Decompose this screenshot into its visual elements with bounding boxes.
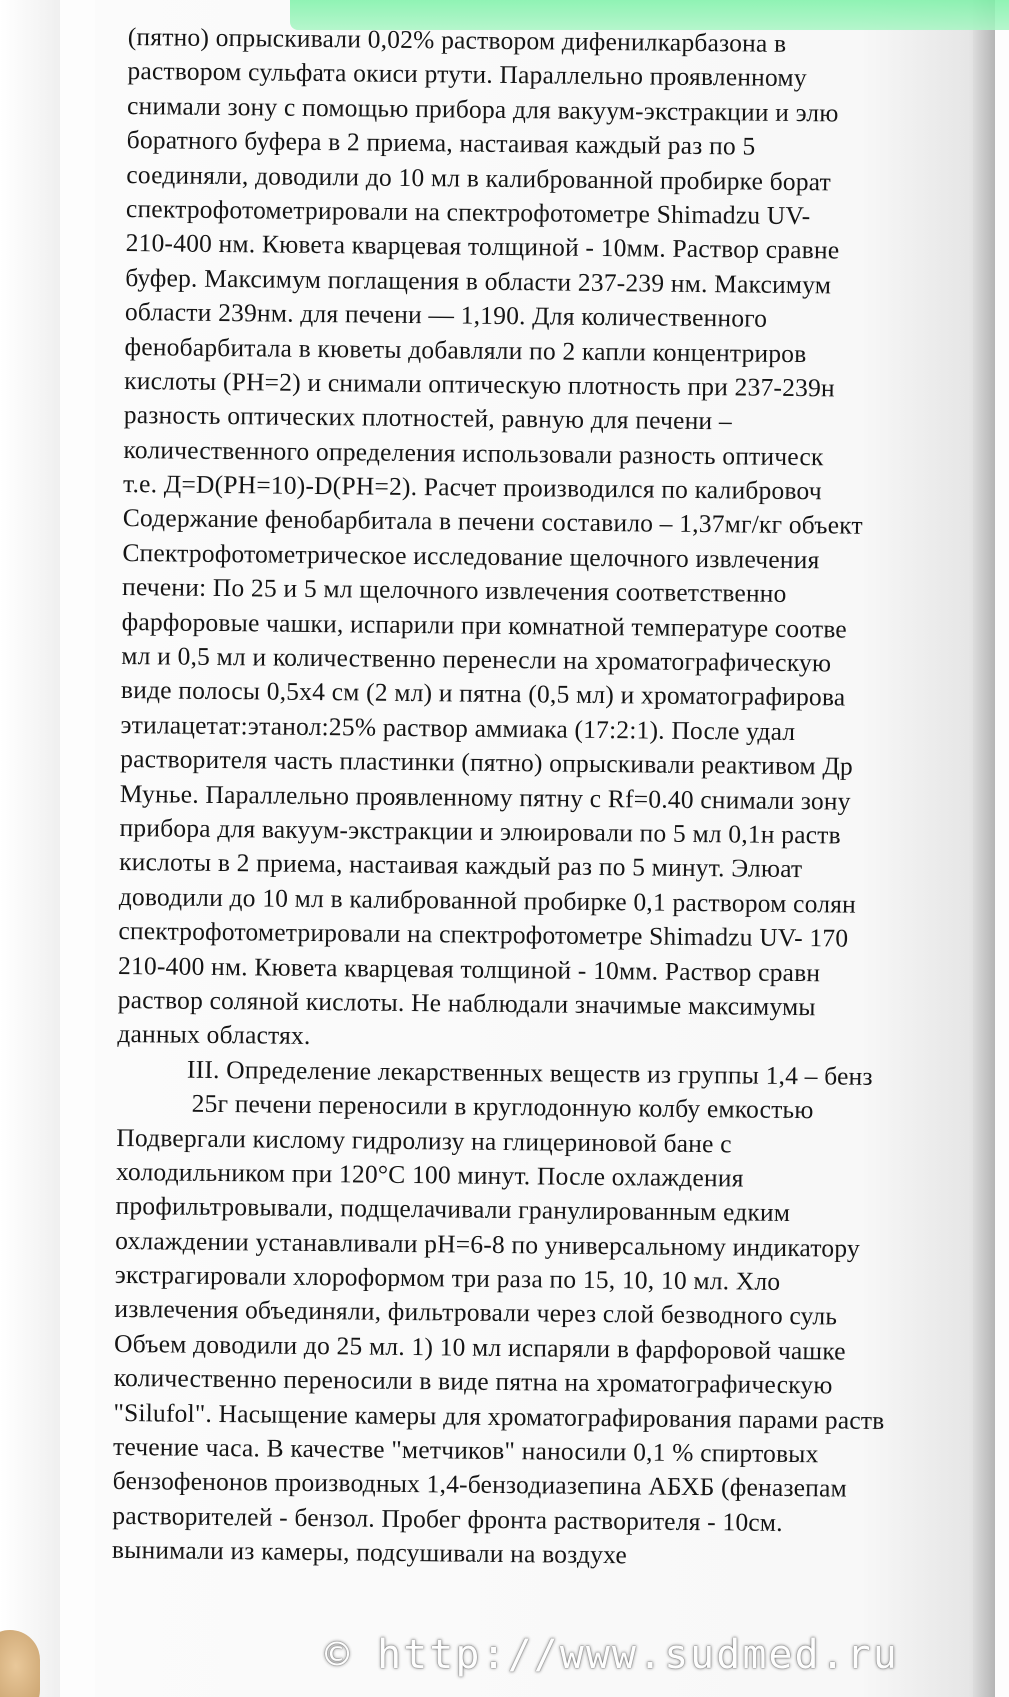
- text-line: "Silufol". Насыщение камеры для хроматографирования парами раств: [113, 1397, 885, 1435]
- text-line: кислоты (PH=2) и снимали оптическую плотность при 237-239н: [124, 365, 836, 403]
- text-line: количественного определения использовали разность оптическ: [123, 434, 824, 471]
- text-line: (пятно) опрыскивали 0,02% раствором дифенилкарбазона в: [127, 21, 787, 58]
- text-line: спектрофотометрировали на спектрофотометре Shimadzu UV-: [125, 193, 811, 231]
- text-line: спектрофотометрировали на спектрофотометре Shimadzu UV- 170: [118, 916, 849, 953]
- text-line: количественно переносили в виде пятна на хроматографическую: [113, 1363, 833, 1400]
- text-line: кислоты в 2 приема, настаивая каждый раз по 5 минут. Элюат: [119, 847, 803, 884]
- text-line: Подвергали кислому гидролизу на глицериновой бане с: [116, 1122, 732, 1158]
- text-line: охлаждении устанавливали рН=6-8 по универсальному индикатору: [115, 1225, 861, 1263]
- text-line: раствор соляной кислоты. Не наблюдали значимые максимумы: [117, 984, 816, 1022]
- text-line: Мунье. Параллельно проявленному пятну с Rf=0.40 снимали зону: [119, 778, 851, 816]
- text-line: растворителя часть пластинки (пятно) опрыскивали реактивом Др: [120, 744, 854, 781]
- text-line: мл и 0,5 мл и количественно перенесли на хроматографическую: [121, 640, 832, 678]
- text-line: Содержание фенобарбитала в печени составило – 1,37мг/кг объект: [122, 503, 863, 541]
- text-line: растворителей - бензол. Пробег фронта растворителя - 10см.: [112, 1500, 783, 1537]
- document-text: [112, 20, 990, 1577]
- text-line: извлечения объединяли, фильтровали через слой безводного суль: [114, 1294, 838, 1331]
- text-line: снимали зону с помощью прибора для вакуум-экстракции и элю: [126, 90, 839, 128]
- text-line: холодильником при 120°С 100 минут. После охлаждения: [115, 1156, 744, 1193]
- text-line: печени: По 25 и 5 мл щелочного извлечения соответственно: [121, 572, 787, 609]
- text-line: вынимали из камеры, подсушивали на воздухе: [111, 1535, 628, 1570]
- text-line: 210-400 нм. Кювета кварцевая толщиной - 10мм. Раствор сравн: [117, 950, 821, 987]
- text-line: виде полосы 0,5х4 см (2 мл) и пятна (0,5 мл) и хроматографирова: [120, 675, 846, 712]
- text-line: 25г печени переносили в круглодонную колбу емкостью: [191, 1088, 814, 1125]
- text-line: бензофенонов производных 1,4-бензодиазепина АБХБ (феназепам: [112, 1466, 848, 1504]
- text-line: области 239нм. для печени — 1,190. Для количественного: [124, 297, 768, 333]
- text-line: фенобарбитала в кюветы добавляли по 2 капли концентриров: [124, 331, 807, 368]
- text-line: экстрагировали хлороформом три раза по 15, 10, 10 мл. Хло: [114, 1259, 781, 1296]
- text-line: этилацетат:этанол:25% раствор аммиака (17:2:1). После удал: [120, 709, 796, 746]
- text-line: профильтровывали, подщелачивали гранулированным едким: [115, 1191, 791, 1228]
- text-line: прибора для вакуум-экстракции и элюировали по 5 мл 0,1н раств: [119, 812, 841, 850]
- text-line: соединяли, доводили до 10 мл в калиброванной пробирке борат: [126, 159, 832, 196]
- text-line: данных областях.: [117, 1019, 311, 1051]
- text-line: 210-400 нм. Кювета кварцевая толщиной - 10мм. Раствор сравне: [125, 228, 840, 265]
- text-line: т.е. Д=D(PH=10)-D(PH=2). Расчет производился по калибровоч: [122, 469, 822, 506]
- watermark-url: © http://www.sudmed.ru: [325, 1632, 899, 1678]
- text-line: буфер. Максимум поглащения в области 237-239 нм. Максимум: [125, 262, 832, 300]
- text-line: разность оптических плотностей, равную для печени –: [123, 400, 733, 436]
- text-line: течение часа. В качестве "метчиков" наносили 0,1 % спиртовых: [112, 1431, 819, 1469]
- text-line: Спектрофотометрическое исследование щелочного извлечения: [122, 537, 820, 575]
- text-line: боратного буфера в 2 приема, настаивая каждый раз по 5: [126, 125, 756, 161]
- text-line: Объем доводили до 25 мл. 1) 10 мл испаряли в фарфоровой чашке: [113, 1328, 846, 1366]
- section-heading: III. Определение лекарственных веществ из группы 1,4 – бенз: [186, 1054, 873, 1091]
- text-line: доводили до 10 мл в калиброванной пробирке 0,1 раствором солян: [118, 881, 857, 919]
- text-line: фарфоровые чашки, испарили при комнатной температуре соотве: [121, 606, 848, 644]
- text-line: раствором сульфата окиси ртути. Параллельно проявленному: [127, 56, 807, 93]
- background-left: [0, 0, 60, 1697]
